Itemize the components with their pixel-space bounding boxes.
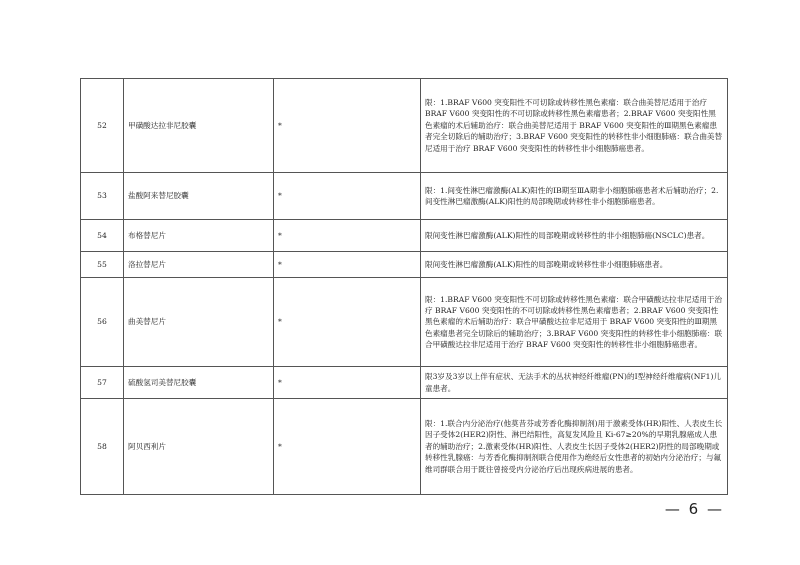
row-number: 52 [81, 79, 124, 173]
drug-restriction: 限：1.BRAF V600 突变阳性不可切除或转移性黑色素瘤：联合曲美替尼适用于治疗 BRAF V600 突变阳性的不可切除或转移性黑色素瘤患者；2.BRAF V600 突变阳性黑色素瘤的术后辅助治疗：联合曲美替尼适用于 BRAF V600 突变阳性的Ⅲ期黑色素瘤患者完全切除后的辅助治疗；3.BRAF V600 突变阳性的转移性非小细胞肺癌：联合曲美替尼适用于治疗 BRAF V600 突变阳性的转移性非小细胞肺癌患者。 [421, 79, 728, 173]
drug-restriction: 限：1.联合内分泌治疗(他莫昔芬或芳香化酶抑制剂)用于激素受体(HR)阳性、人表皮生长因子受体2(HER2)阴性、淋巴结阳性，高复发风险且 Ki-67≥20%的早期乳腺癌成人患者的辅助治疗；2.激素受体(HR)阳性、人表皮生长因子受体2(HER2)阴性的局部晚期或转移性乳腺癌：与芳香化酶抑制剂联合使用作为绝经后女性患者的初始内分泌治疗；与氟维司群联合用于既往曾接受内分泌治疗后出现疾病进展的患者。 [421, 399, 728, 495]
table-row [81, 173, 728, 220]
drug-mark: * [274, 367, 421, 399]
drug-restriction: 限：1.BRAF V600 突变阳性不可切除或转移性黑色素瘤：联合甲磺酸达拉非尼适用于治疗 BRAF V600 突变阳性的不可切除或转移性黑色素瘤患者；2.BRAF V600 突变阳性黑色素瘤的术后辅助治疗：联合甲磺酸达拉非尼适用于 BRAF V600 突变阳性的Ⅲ期黑色素瘤患者完全切除后的辅助治疗；3.BRAF V600 突变阳性的转移性非小细胞肺癌：联合甲磺酸达拉非尼适用于治疗 BRAF V600 突变阳性的转移性非小细胞肺癌患者。 [421, 278, 728, 367]
drug-mark: * [274, 173, 421, 220]
row-number: 54 [81, 220, 124, 252]
row-number: 58 [81, 399, 124, 495]
row-number: 53 [81, 173, 124, 220]
drug-name: 布格替尼片 [124, 220, 274, 252]
drug-restriction: 限：1.间变性淋巴瘤激酶(ALK)阳性的ⅠB期至ⅢA期非小细胞肺癌患者术后辅助治疗；2.间变性淋巴瘤激酶(ALK)阳性的局部晚期或转移性非小细胞肺癌患者。 [421, 173, 728, 220]
drug-name: 盐酸阿来替尼胶囊 [124, 173, 274, 220]
drug-mark: * [274, 79, 421, 173]
table-row [81, 278, 728, 367]
drug-mark: * [274, 220, 421, 252]
table-row [81, 367, 728, 399]
drug-mark: * [274, 399, 421, 495]
drug-restriction: 限间变性淋巴瘤激酶(ALK)阳性的局部晚期或转移性的非小细胞肺癌(NSCLC)患者。 [421, 220, 728, 252]
drug-restriction: 限3岁及3岁以上伴有症状、无法手术的丛状神经纤维瘤(PN)的Ⅰ型神经纤维瘤病(NF1)儿童患者。 [421, 367, 728, 399]
table-row [81, 399, 728, 495]
drug-mark: * [274, 278, 421, 367]
row-number: 56 [81, 278, 124, 367]
drug-name: 阿贝西利片 [124, 399, 274, 495]
row-number: 55 [81, 252, 124, 278]
table-row [81, 252, 728, 278]
drug-name: 甲磺酸达拉非尼胶囊 [124, 79, 274, 173]
drug-name: 曲美替尼片 [124, 278, 274, 367]
table-row [81, 79, 728, 173]
page-number: — 6 — [664, 500, 724, 518]
row-number: 57 [81, 367, 124, 399]
drug-name: 洛拉替尼片 [124, 252, 274, 278]
table-row [81, 220, 728, 252]
drug-restriction: 限间变性淋巴瘤激酶(ALK)阳性的局部晚期或转移性非小细胞肺癌患者。 [421, 252, 728, 278]
drug-table [80, 78, 728, 495]
drug-mark: * [274, 252, 421, 278]
drug-name: 硫酸氢司美替尼胶囊 [124, 367, 274, 399]
